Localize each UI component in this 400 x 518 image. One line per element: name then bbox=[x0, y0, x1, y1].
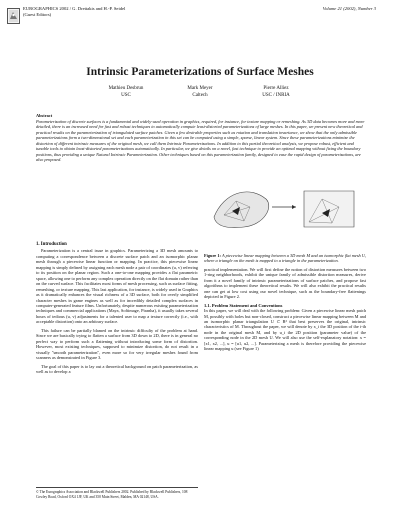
header-volume: Volume 21 (2002), Number 3 bbox=[322, 6, 376, 11]
copyright-footnote: © The Eurographics Association and Blackwell Publishers 2002. Published by Blackwell Publishers, 108 Cowley Road, Oxford OX4 1JF, UK and 350 Main Street, Malden, MA 02148, USA. bbox=[36, 487, 198, 499]
left-column bbox=[36, 242, 198, 377]
section-heading: 1. Introduction bbox=[36, 242, 67, 247]
paragraph: practical implementation. We will first define the notion of distortion measures between two 1-ring neighborhoods, exhibit the unique family of admissible distortion measures, derive from it a novel family of intrinsic parameterizations of surface patches, and propose fast algorithms to implement these theoretical results. We will also exhibit the practical results one can get at low cost using our novel technique, such as the boundary-free flattenings depicted in Figure 2. bbox=[204, 266, 366, 300]
header-left bbox=[23, 6, 125, 18]
paragraph: Parameterization is a central issue in graphics. Parameterizing a 3D mesh amounts to computing a correspondence between a discrete surface patch and an isomorphic planar mesh through a piecewise linear function or mapping. In practice, this piecewise linear mapping is simply defined by assigning each mesh node a pair of coordinates (u, v) referring to its position on the planar region. Such a one-to-one mapping provides a flat parametric space, allowing one to perform any complex operation directly on the flat domain rather than on the curved surface. This facilitates most forms of mesh processing, such as surface fitting, remeshing, or texture mapping. This last application, for instance, is widely used in Graphics as it dramatically enhances the visual richness of a 3D surface, both for overly simplified character meshes in game engines as well as for incredibly detailed complex surfaces in computer-generated feature films. Unfortunately, despite numerous existing parameterization techniques and commercial applications (Maya, Softimage, Piranha), it usually takes several hours of tedious (u, v) adjustments for a talented user to map a texture correctly (i.e., with acceptable distortion) onto an arbitrary surface. bbox=[36, 248, 198, 325]
abstract-text: Parameterization of discrete surfaces is a fundamental and widely-used operation in graphics, required, for instance, for texture mapping or remeshing. As 3D data becomes more and more detailed, there is an increased need for fast and robust techniques to automatically compute least-distorted parameterizations of large meshes. In this paper, we present new theoretical and practical results on the parameterization of triangulated surface patches. Given a few desirable properties such as rotation and translation invariance, we show that the only admissible parameterizations form a two-dimensional set and each parameterization in this set can be computed using a simple, sparse, linear system. Since these parameterizations minimize the distortion of different intrinsic measures of the original mesh, we call them Intrinsic Parameterizations. In addition to this partial theoretical analysis, we propose robust, efficient and tunable tools to obtain least-distorted parameterizations automatically. In particular, we give details on a novel, fast technique to provide an optimal mapping without fixing the boundary positions, thus providing a unique Natural Intrinsic Parameterization. Other techniques based on this parameterization family, designed to ease the rapid design of parameterizations, are also proposed. bbox=[36, 118, 365, 163]
author-affiliation: USC bbox=[121, 92, 131, 98]
paragraph: This failure can be partially blamed on the intrinsic difficulty of the problem at hand. Since we are basically trying to flatten a surface from 3D down to 2D, there is in general no perfect way to perform such a flattening without introducing some form of distortion. However, most existing techniques, supposed to minimize distortion, do not result in a visually "smooth parameterization", even more so for very irregular meshes found from scanners as demonstrated in Figure 3. bbox=[36, 327, 198, 361]
author-affiliation: Caltech bbox=[192, 92, 208, 98]
figure-caption bbox=[204, 253, 366, 264]
abstract-heading: Abstract bbox=[36, 113, 53, 118]
author-name: Pierre Alliez bbox=[263, 86, 289, 91]
figure-caption-text: A piecewise linear mapping between a 3D mesh M and an isomorphic flat mesh U, where a triangle on the mesh is mapped to a triangle in the parameterization. bbox=[204, 253, 366, 264]
author-2 bbox=[165, 86, 235, 99]
author-3 bbox=[241, 86, 311, 99]
author-1 bbox=[91, 86, 161, 99]
abstract bbox=[36, 113, 366, 163]
subsection-heading: 1.1. Problem Statement and Conventions bbox=[204, 302, 283, 308]
figure-1 bbox=[204, 177, 366, 233]
right-column bbox=[204, 253, 366, 355]
header-conference: EUROGRAPHICS 2002 / G. Drettakis and H.-P. Seidel bbox=[23, 6, 126, 11]
3d-mesh-icon bbox=[214, 192, 269, 228]
mapping-arrow-icon bbox=[272, 205, 296, 209]
paper-title: Intrinsic Parameterizations of Surface Meshes bbox=[86, 66, 314, 78]
header-editors: (Guest Editors) bbox=[23, 12, 52, 17]
author-affiliation: USC / INRIA bbox=[262, 92, 290, 98]
figure-caption-label: Figure 1: bbox=[204, 253, 221, 258]
paragraph: In this paper, we will deal with the following problem: Given a piecewise linear mesh patch M, possibly with holes but non-closed, construct a piecewise linear mapping between M and an isomorphic planar triangulation U ⊂ R² that best preserves the original, intrinsic characteristics of M. Throughout the paper, we will denote by x_i the 3D position of the i-th node in the original mesh M, and by u_i the 2D position (parameter value) of the corresponding node in the 2D mesh U. We will also use the self-explanatory notation: x = [x1, x2, ...], u = [u1, u2, ...]. Parameterizing a mesh is therefore providing the piecewise linear mapping u (see Figure 1) bbox=[204, 308, 366, 352]
paragraph: The goal of this paper is to lay out a theoretical background on patch parameterization, as well as to develop a bbox=[36, 363, 198, 374]
author-name: Mathieu Desbrun bbox=[108, 86, 144, 91]
author-name: Mark Meyer bbox=[187, 86, 213, 91]
eurographics-logo-icon bbox=[7, 8, 20, 24]
figure-1-illustration bbox=[204, 177, 366, 233]
flat-mesh-icon bbox=[304, 191, 354, 227]
